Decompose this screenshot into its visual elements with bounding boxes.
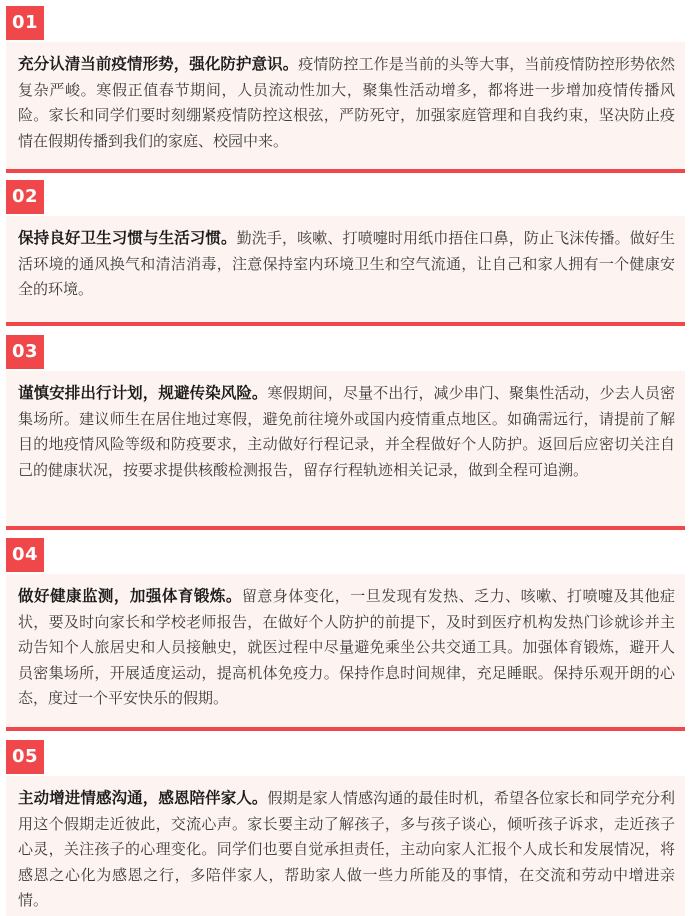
section-card xyxy=(6,776,685,916)
section-body: 留意身体变化，一旦发现有发热、乏力、咳嗽、打喷嚏及其他症状，要及时向家长和学校老师报告，在做好个人防护的前提下，及时到医疗机构发热门诊就诊并主动告知个人旅居史和人员接触史，就医过程中尽量避免乘坐公共交通工具。加强体育锻炼，避开人员密集场所，开展适度运动，提高机体免疫力。保持作息时间规律，充足睡眠。保持乐观开朗的心态，度过一个平安快乐的假期。 xyxy=(18,587,675,708)
section-heading: 主动增进情感沟通，感恩陪伴家人。 xyxy=(18,789,268,807)
section-heading: 谨慎安排出行计划，规避传染风险。 xyxy=(18,384,268,402)
section-number-badge: 03 xyxy=(6,335,44,369)
section-paragraph xyxy=(18,52,675,154)
section-number-badge: 01 xyxy=(6,6,44,40)
section-04 xyxy=(6,538,685,731)
section-card xyxy=(6,42,685,173)
section-paragraph xyxy=(18,381,675,483)
section-paragraph xyxy=(18,226,675,303)
section-heading: 充分认清当前疫情形势，强化防护意识。 xyxy=(18,55,299,73)
section-paragraph xyxy=(18,786,675,914)
section-05 xyxy=(6,740,685,916)
section-card xyxy=(6,574,685,731)
section-body: 寒假期间，尽量不出行，减少串门、聚集性活动，少去人员密集场所。建议师生在居住地过寒假，避免前往境外或国内疫情重点地区。如确需远行，请提前了解目的地疫情风险等级和防疫要求，主动做好行程记录，并全程做好个人防护。返回后应密切关注自己的健康状况，按要求提供核酸检测报告，留存行程轨迹相关记录，做到全程可追溯。 xyxy=(18,384,675,479)
section-number-badge: 02 xyxy=(6,180,44,214)
section-03 xyxy=(6,335,685,530)
section-paragraph xyxy=(18,584,675,712)
section-heading: 做好健康监测，加强体育锻炼。 xyxy=(18,587,242,605)
section-body: 假期是家人情感沟通的最佳时机，希望各位家长和同学充分利用这个假期走近彼此，交流心声。家长要主动了解孩子，多与孩子谈心，倾听孩子诉求，走近孩子心灵，关注孩子的心理变化。同学们也要自觉承担责任，主动向家人汇报个人成长和发展情况，将感恩之心化为感恩之行，多陪伴家人，帮助家人做一些力所能及的事情，在交流和劳动中增进亲情。 xyxy=(18,789,675,910)
section-number-badge: 05 xyxy=(6,740,44,774)
section-card xyxy=(6,216,685,326)
section-01 xyxy=(6,6,685,173)
section-body: 疫情防控工作是当前的头等大事，当前疫情防控形势依然复杂严峻。寒假正值春节期间，人员流动性加大，聚集性活动增多，都将进一步增加疫情传播风险。家长和同学们要时刻绷紧疫情防控这根弦，严防死守，加强家庭管理和自我约束，坚决防止疫情在假期传播到我们的家庭、校园中来。 xyxy=(18,55,675,150)
section-number-badge: 04 xyxy=(6,538,44,572)
section-heading: 保持良好卫生习惯与生活习惯。 xyxy=(18,229,237,247)
section-02 xyxy=(6,180,685,326)
section-body: 勤洗手，咳嗽、打喷嚏时用纸巾捂住口鼻，防止飞沫传播。做好生活环境的通风换气和清洁消毒，注意保持室内环境卫生和空气流通，让自己和家人拥有一个健康安全的环境。 xyxy=(18,229,675,299)
section-card xyxy=(6,371,685,530)
